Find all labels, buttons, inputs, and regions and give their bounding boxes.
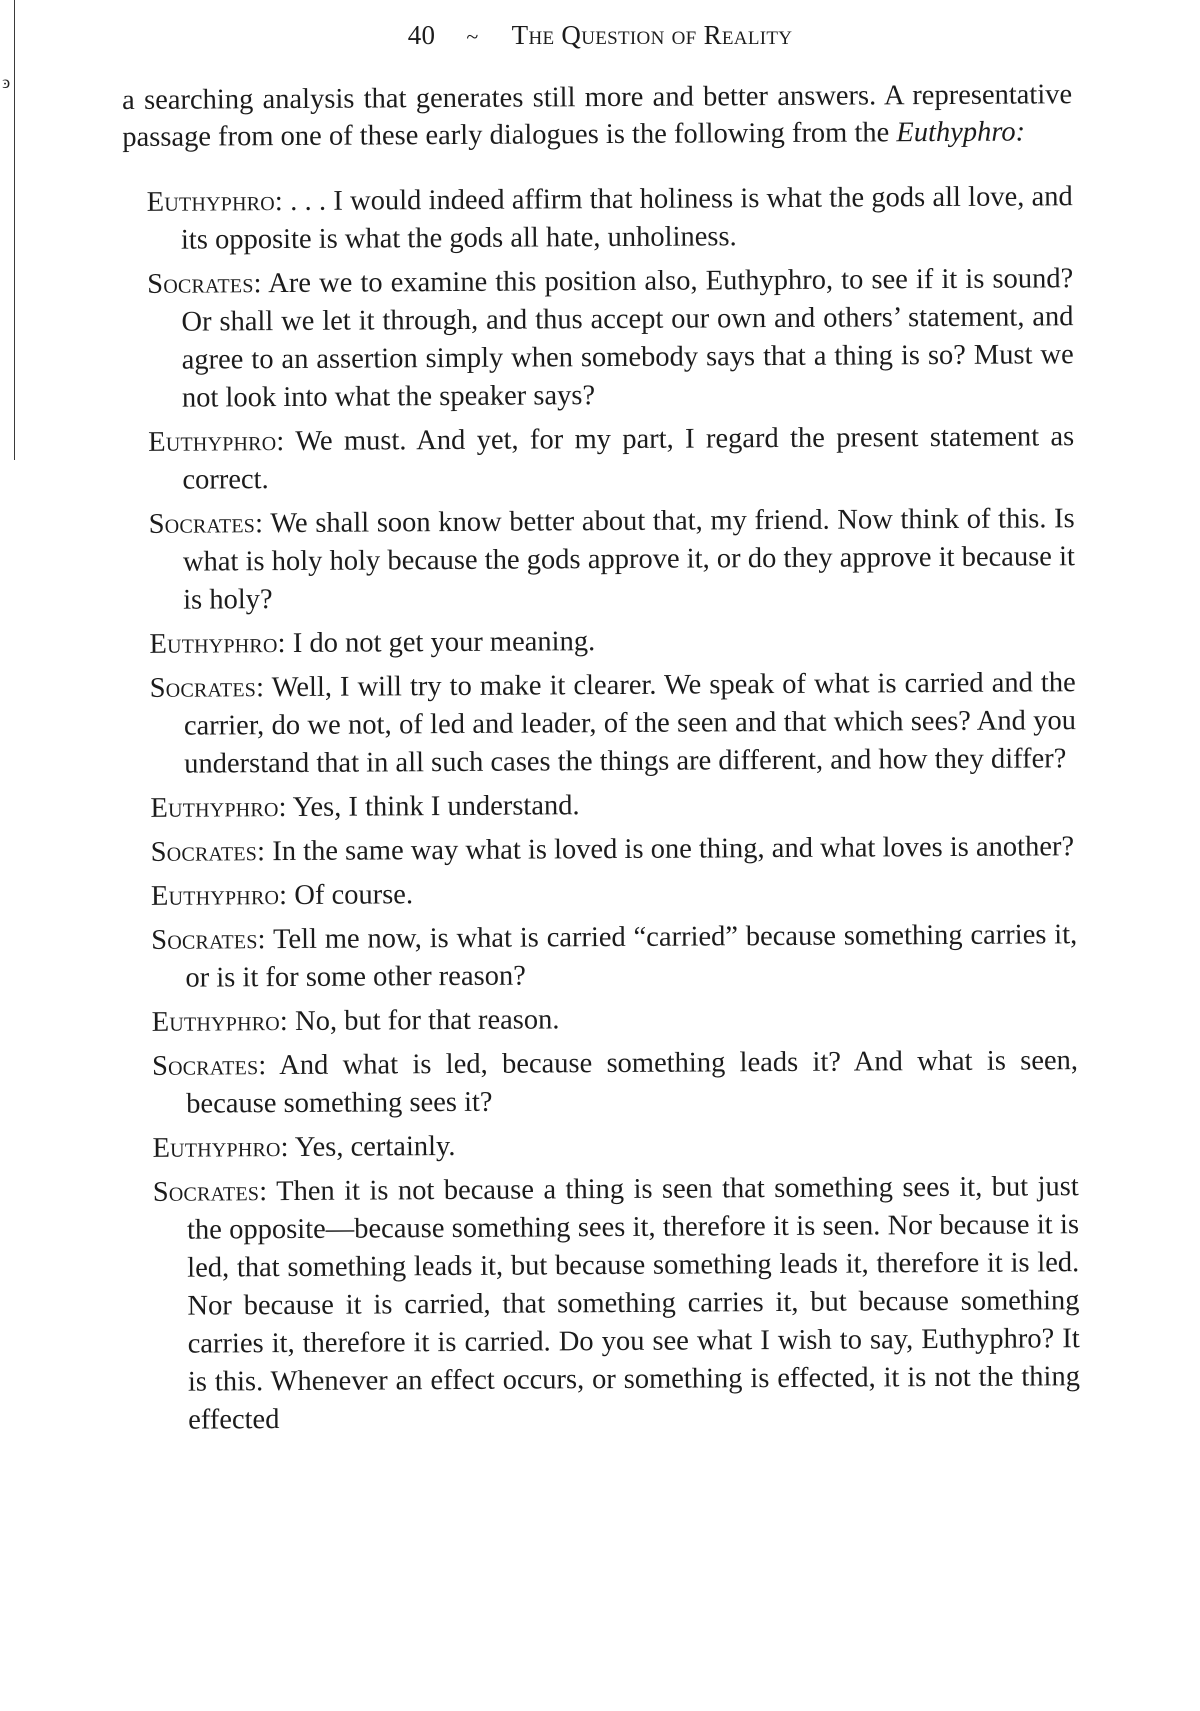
speech-text: And what is led, because something leads it? And what is seen, because something sees it? [186, 1045, 1079, 1120]
dialogue-turn [148, 418, 1074, 500]
dialogue-turn [150, 784, 1076, 828]
scan-margin-mark: ͽ [2, 72, 10, 92]
dialogue-turn [149, 620, 1075, 664]
speech-text: Well, I will try to make it clearer. We speak of what is carried and the carrier, do we not, of led and leader, of the seen and that which sees? And you understand that in all such cases the things are different, and how they differ? [183, 667, 1077, 780]
speech-text: Yes, I think I understand. [286, 790, 580, 824]
dialogue-turn [147, 260, 1074, 418]
speech-text: Yes, certainly. [288, 1130, 456, 1164]
running-header [0, 20, 1200, 51]
speaker-name: Socrates: [149, 672, 265, 704]
dialogue-turn [151, 872, 1077, 916]
speech-text: . . . I would indeed affirm that holiness is what the gods all love, and its opposite is what the gods all hate, unholiness. [180, 181, 1073, 256]
speech-text: We shall soon know better about that, my friend. Now think of this. Is what is holy holy because the gods approve it, or do they approve it because it is holy? [182, 503, 1076, 616]
dialogue-turn [150, 664, 1077, 784]
running-title: The Question of Reality [511, 20, 793, 50]
speech-text: We must. And yet, for my part, I regard the present statement as correct. [182, 421, 1075, 496]
speaker-name: Socrates: [150, 836, 266, 868]
speech-text: Of course. [287, 879, 414, 912]
speech-text: Tell me now, is what is carried “carried” because something carries it, or is it for some other reason? [185, 919, 1078, 994]
dialogue-turn [147, 178, 1073, 260]
speaker-name: Socrates: [151, 924, 266, 956]
speaker-name: Socrates: [148, 508, 264, 540]
dialogue-passage [123, 178, 1081, 1440]
speaker-name: Euthyphro: [151, 1006, 289, 1038]
speaker-name: Euthyphro: [149, 628, 286, 660]
speaker-name: Euthyphro: [150, 792, 287, 824]
speaker-name: Euthyphro: [148, 426, 285, 458]
speech-text: I do not get your meaning. [285, 626, 596, 660]
header-separator: ~ [466, 24, 479, 49]
dialogue-turn [153, 1168, 1081, 1440]
speech-text: No, but for that reason. [287, 1004, 560, 1038]
dialogue-turn [151, 828, 1077, 872]
dialogue-turn [151, 916, 1077, 998]
scan-page-edge [0, 0, 15, 460]
speaker-name: Euthyphro: [146, 186, 284, 218]
dialogue-turn [152, 1124, 1078, 1168]
speaker-name: Euthyphro: [152, 1132, 289, 1164]
page-body [122, 76, 1080, 1446]
intro-paragraph [122, 76, 1072, 156]
dialogue-turn [152, 1042, 1078, 1124]
speaker-name: Socrates: [151, 1050, 267, 1082]
dialogue-turn [152, 998, 1078, 1042]
speaker-name: Socrates: [152, 1176, 268, 1208]
page-number: 40 [407, 20, 436, 50]
speech-text: Then it is not because a thing is seen that something sees it, but just the opposite—because something sees it, therefore it is seen. Nor because it is led, that something leads it, but because something leads it, therefore it is led. Nor because it is carried, that something carries it, but because something carries it, therefore it is carried. Do you see what I wish to say, Euthyphro? It is this. Whenever an effect occurs, or something is effected, it is not the thing effected [186, 1171, 1081, 1436]
dialogue-turn [149, 500, 1076, 620]
work-title: Euthyphro: [896, 116, 1026, 149]
speech-text: Are we to examine this position also, Euthyphro, to see if it is sound? Or shall we let it through, and thus accept our own and others’ statement, and agree to an assertion simply when somebody says that a thing is so? Must we not look into what the speaker says? [181, 263, 1074, 414]
speech-text: In the same way what is loved is one thing, and what loves is another? [265, 831, 1075, 868]
speaker-name: Euthyphro: [150, 880, 288, 912]
speaker-name: Socrates: [147, 268, 262, 300]
intro-text: a searching analysis that generates still more and better answers. A representative passage from one of these early dialogues is the following from the [122, 79, 1073, 153]
